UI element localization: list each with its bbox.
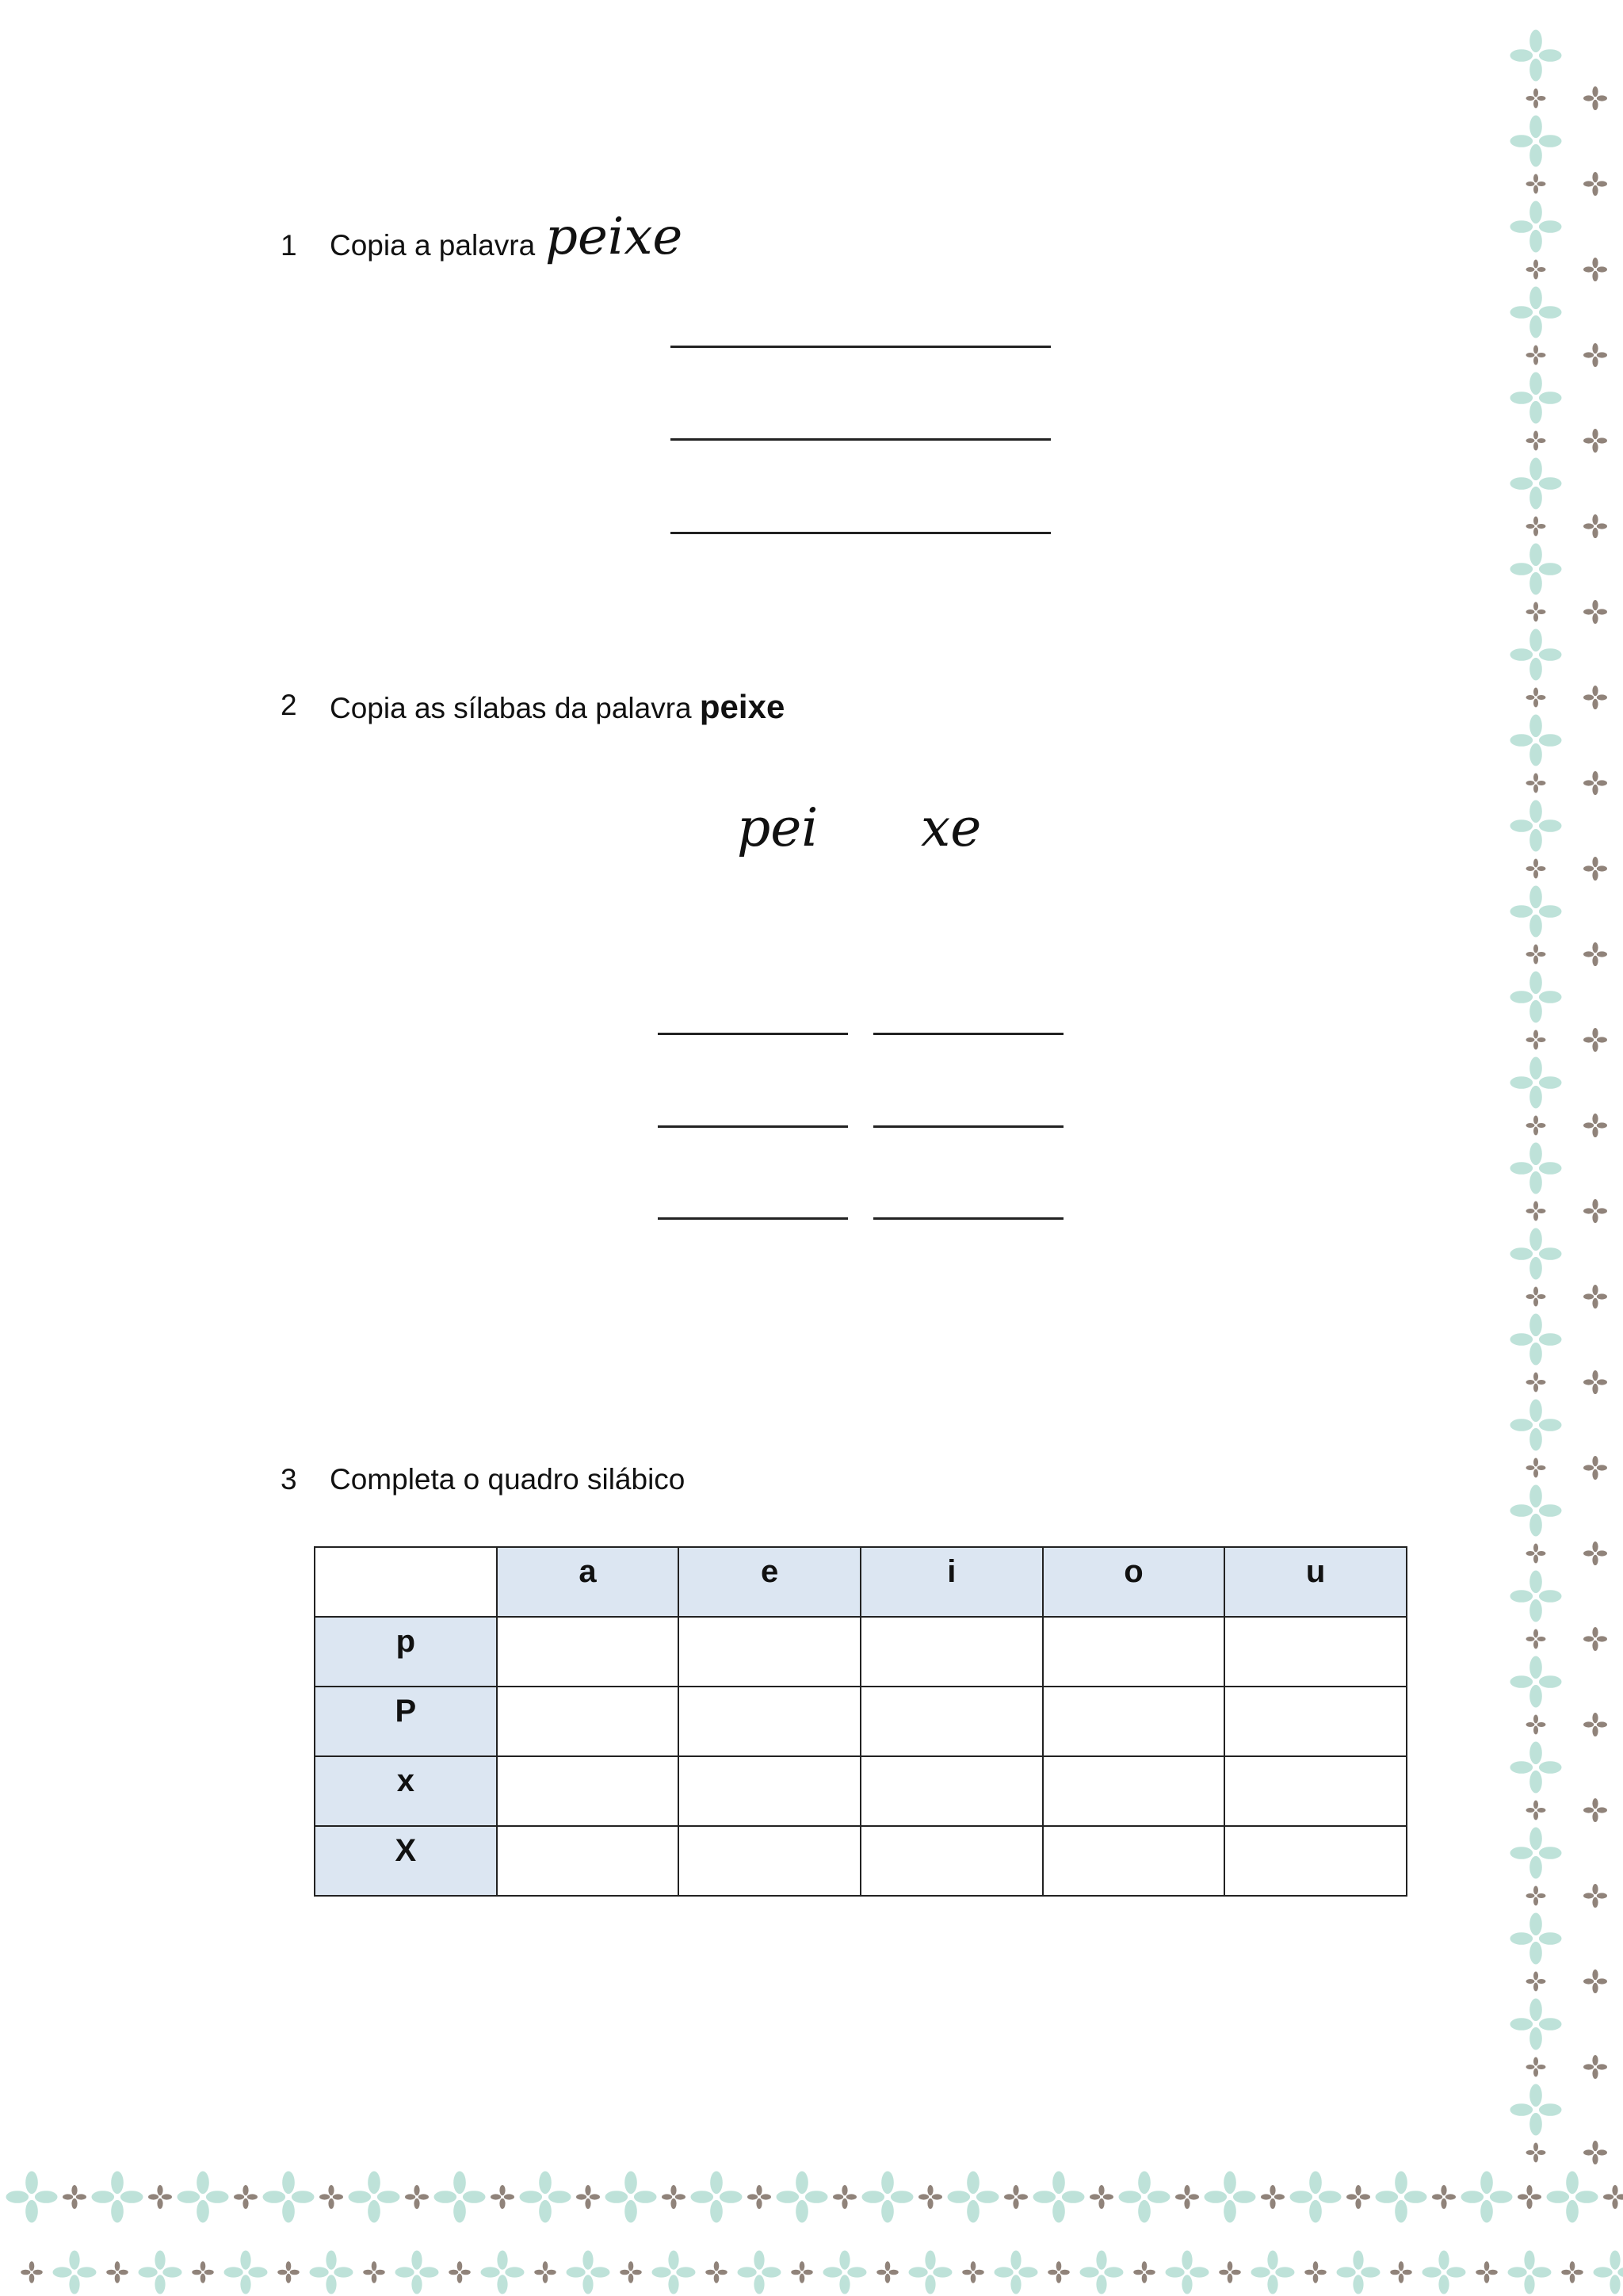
- syllable-line-2a[interactable]: [658, 1125, 848, 1128]
- sparkle-icon: [1526, 859, 1546, 879]
- sparkle-icon: [1583, 343, 1607, 367]
- sparkle-icon: [1526, 1886, 1546, 1906]
- sparkle-icon: [1583, 514, 1607, 538]
- leaf-motif-icon: [262, 2172, 314, 2223]
- sparkle-icon: [1526, 1801, 1546, 1820]
- sparkle-icon: [1432, 2185, 1456, 2209]
- exercise-2-text: Copia as sílabas da palavra: [330, 692, 692, 724]
- sparkle-icon: [449, 2261, 471, 2283]
- leaf-motif-icon: [1510, 1485, 1562, 1537]
- sparkle-icon: [1583, 857, 1607, 881]
- leaf-motif-icon: [1510, 1057, 1562, 1109]
- answer-cell[interactable]: [1043, 1617, 1225, 1687]
- sparkle-icon: [1583, 600, 1607, 624]
- leaf-motif-icon: [1547, 2172, 1598, 2223]
- sparkle-icon: [1048, 2261, 1069, 2283]
- leaf-motif-icon: [1510, 1828, 1562, 1879]
- leaf-motif-icon: [6, 2172, 58, 2223]
- leaf-motif-icon: [1423, 2251, 1466, 2294]
- answer-cell[interactable]: [1043, 1756, 1225, 1826]
- leaf-motif-icon: [348, 2172, 399, 2223]
- exercise-2-instruction: [330, 690, 785, 724]
- sparkle-icon: [1133, 2261, 1155, 2283]
- table-row: [315, 1617, 1407, 1687]
- sparkle-icon: [1526, 774, 1546, 793]
- sparkle-icon: [1561, 2261, 1583, 2283]
- leaf-motif-icon: [1033, 2172, 1085, 2223]
- sparkle-icon: [1526, 1287, 1546, 1307]
- sparkle-icon: [1526, 602, 1546, 622]
- sparkle-icon: [1583, 258, 1607, 281]
- leaf-motif-icon: [1510, 2084, 1562, 2136]
- sparkle-icon: [1526, 2143, 1546, 2163]
- sparkle-icon: [1583, 1028, 1607, 1052]
- leaf-motif-icon: [1080, 2251, 1124, 2294]
- sparkle-icon: [1526, 260, 1546, 280]
- sparkle-icon: [1583, 1456, 1607, 1480]
- sparkle-icon: [1603, 2185, 1623, 2209]
- sparkle-icon: [833, 2185, 857, 2209]
- syllable-line-3b[interactable]: [873, 1217, 1064, 1220]
- leaf-motif-icon: [651, 2251, 695, 2294]
- sparkle-icon: [962, 2261, 983, 2283]
- syllable-line-3a[interactable]: [658, 1217, 848, 1220]
- sparkle-icon: [1390, 2261, 1411, 2283]
- sparkle-icon: [1526, 1458, 1546, 1478]
- row-header: X: [315, 1826, 497, 1896]
- answer-cell[interactable]: [1224, 1756, 1407, 1826]
- sparkle-icon: [1583, 429, 1607, 453]
- sparkle-icon: [1583, 1798, 1607, 1822]
- answer-cell[interactable]: [1043, 1687, 1225, 1756]
- sparkle-icon: [148, 2185, 172, 2209]
- answer-cell[interactable]: [861, 1826, 1043, 1896]
- answer-cell[interactable]: [678, 1687, 861, 1756]
- decorative-border-right: [1504, 0, 1623, 2296]
- sparkle-icon: [1175, 2185, 1199, 2209]
- sparkle-icon: [1219, 2261, 1240, 2283]
- column-header: u: [1224, 1547, 1407, 1617]
- sparkle-icon: [1583, 2055, 1607, 2079]
- row-header: p: [315, 1617, 497, 1687]
- leaf-motif-icon: [178, 2172, 229, 2223]
- sparkle-icon: [876, 2261, 898, 2283]
- sparkle-icon: [1583, 942, 1607, 966]
- sparkle-icon: [791, 2261, 813, 2283]
- leaf-motif-icon: [909, 2251, 953, 2294]
- leaf-motif-icon: [1510, 800, 1562, 852]
- leaf-motif-icon: [1510, 1656, 1562, 1708]
- leaf-motif-icon: [1119, 2172, 1170, 2223]
- leaf-motif-icon: [995, 2251, 1038, 2294]
- sparkle-icon: [192, 2261, 214, 2283]
- sparkle-icon: [1583, 1713, 1607, 1736]
- leaf-motif-icon: [777, 2172, 828, 2223]
- leaf-motif-icon: [224, 2251, 268, 2294]
- sparkle-icon: [319, 2185, 343, 2209]
- sparkle-icon: [1583, 686, 1607, 709]
- leaf-motif-icon: [1205, 2172, 1256, 2223]
- sparkle-icon: [918, 2185, 942, 2209]
- leaf-motif-icon: [1510, 1400, 1562, 1451]
- answer-cell[interactable]: [1224, 1617, 1407, 1687]
- exercise-3-instruction: Completa o quadro silábico: [330, 1463, 685, 1496]
- sparkle-icon: [234, 2185, 258, 2209]
- sparkle-icon: [705, 2261, 727, 2283]
- answer-cell[interactable]: [497, 1756, 679, 1826]
- answer-line-1[interactable]: [670, 346, 1051, 348]
- leaf-motif-icon: [1510, 201, 1562, 252]
- leaf-motif-icon: [566, 2251, 609, 2294]
- sparkle-icon: [1583, 86, 1607, 110]
- leaf-motif-icon: [1510, 458, 1562, 510]
- sparkle-icon: [1583, 172, 1607, 196]
- sparkle-icon: [534, 2261, 556, 2283]
- column-header: a: [497, 1547, 679, 1617]
- leaf-motif-icon: [1510, 1571, 1562, 1622]
- sparkle-icon: [1526, 89, 1546, 109]
- leaf-motif-icon: [395, 2251, 439, 2294]
- sparkle-icon: [1526, 1201, 1546, 1221]
- leaf-motif-icon: [1461, 2172, 1513, 2223]
- leaf-motif-icon: [1510, 886, 1562, 938]
- leaf-motif-icon: [1510, 715, 1562, 766]
- exercise-1-cursive-word: peixe: [545, 208, 683, 266]
- leaf-motif-icon: [1376, 2172, 1427, 2223]
- leaf-motif-icon: [520, 2172, 571, 2223]
- leaf-motif-icon: [1166, 2251, 1209, 2294]
- leaf-motif-icon: [737, 2251, 781, 2294]
- sparkle-icon: [1583, 1884, 1607, 1908]
- decorative-border-bottom: [0, 2161, 1623, 2296]
- answer-cell[interactable]: [497, 1826, 679, 1896]
- leaf-motif-icon: [310, 2251, 353, 2294]
- sparkle-icon: [277, 2261, 300, 2283]
- sparkle-icon: [1346, 2185, 1370, 2209]
- sparkle-icon: [1526, 945, 1546, 965]
- sparkle-icon: [1526, 1030, 1546, 1050]
- sparkle-icon: [1526, 1972, 1546, 1992]
- answer-cell[interactable]: [1224, 1687, 1407, 1756]
- column-header: o: [1043, 1547, 1225, 1617]
- table-row: [315, 1687, 1407, 1756]
- leaf-motif-icon: [1510, 29, 1562, 81]
- answer-cell[interactable]: [1224, 1826, 1407, 1896]
- answer-cell[interactable]: [678, 1756, 861, 1826]
- sparkle-icon: [1004, 2185, 1028, 2209]
- row-header: x: [315, 1756, 497, 1826]
- row-header: P: [315, 1687, 497, 1756]
- sparkle-icon: [1526, 1629, 1546, 1649]
- sparkle-icon: [1526, 1715, 1546, 1735]
- answer-cell[interactable]: [497, 1687, 679, 1756]
- answer-cell[interactable]: [861, 1756, 1043, 1826]
- leaf-motif-icon: [1510, 116, 1562, 167]
- syllable-table: [314, 1546, 1407, 1897]
- table-row: [315, 1756, 1407, 1826]
- leaf-motif-icon: [1510, 972, 1562, 1023]
- sparkle-icon: [1583, 1285, 1607, 1308]
- sparkle-icon: [747, 2185, 771, 2209]
- sparkle-icon: [1304, 2261, 1326, 2283]
- exercise-2-number: 2: [281, 689, 297, 721]
- leaf-motif-icon: [1510, 1314, 1562, 1366]
- leaf-motif-icon: [691, 2172, 743, 2223]
- sparkle-icon: [1526, 1116, 1546, 1136]
- leaf-motif-icon: [53, 2251, 97, 2294]
- leaf-motif-icon: [1510, 1913, 1562, 1965]
- sparkle-icon: [1526, 688, 1546, 708]
- table-corner-cell: [315, 1547, 497, 1617]
- sparkle-icon: [1526, 174, 1546, 194]
- leaf-motif-icon: [862, 2172, 914, 2223]
- sparkle-icon: [1526, 1373, 1546, 1392]
- sparkle-icon: [1583, 1541, 1607, 1565]
- leaf-motif-icon: [1510, 287, 1562, 338]
- exercise-1-instruction: Copia a palavra: [330, 229, 536, 262]
- sparkle-icon: [620, 2261, 642, 2283]
- leaf-motif-icon: [434, 2172, 486, 2223]
- leaf-motif-icon: [1251, 2251, 1295, 2294]
- answer-cell[interactable]: [861, 1617, 1043, 1687]
- answer-line-3[interactable]: [670, 532, 1051, 534]
- leaf-motif-icon: [1510, 629, 1562, 681]
- leaf-motif-icon: [139, 2251, 182, 2294]
- sparkle-icon: [576, 2185, 600, 2209]
- exercise-3-number: 3: [281, 1463, 297, 1496]
- sparkle-icon: [662, 2185, 685, 2209]
- sparkle-icon: [405, 2185, 429, 2209]
- answer-cell[interactable]: [1043, 1826, 1225, 1896]
- sparkle-icon: [491, 2185, 514, 2209]
- syllable-line-1a[interactable]: [658, 1033, 848, 1035]
- sparkle-icon: [1090, 2185, 1113, 2209]
- sparkle-icon: [1261, 2185, 1285, 2209]
- leaf-motif-icon: [1510, 1742, 1562, 1794]
- leaf-motif-icon: [1508, 2251, 1552, 2294]
- exercise-2-bold-word: peixe: [699, 688, 785, 725]
- leaf-motif-icon: [92, 2172, 143, 2223]
- sparkle-icon: [63, 2185, 86, 2209]
- sparkle-icon: [1526, 2057, 1546, 2077]
- sparkle-icon: [1476, 2261, 1497, 2283]
- sparkle-icon: [1526, 517, 1546, 537]
- sparkle-icon: [1526, 346, 1546, 365]
- column-header: e: [678, 1547, 861, 1617]
- sparkle-icon: [1583, 1627, 1607, 1651]
- answer-line-2[interactable]: [670, 438, 1051, 441]
- syllable-2: xe: [921, 797, 982, 858]
- leaf-motif-icon: [1510, 1228, 1562, 1280]
- leaf-motif-icon: [1290, 2172, 1342, 2223]
- leaf-motif-icon: [948, 2172, 999, 2223]
- sparkle-icon: [1583, 1969, 1607, 1993]
- sparkle-icon: [1518, 2185, 1541, 2209]
- syllable-1: pei: [737, 797, 819, 858]
- answer-cell[interactable]: [678, 1617, 861, 1687]
- answer-cell[interactable]: [497, 1617, 679, 1687]
- leaf-motif-icon: [605, 2172, 657, 2223]
- syllable-line-1b[interactable]: [873, 1033, 1064, 1035]
- table-header-row: [315, 1547, 1407, 1617]
- answer-cell[interactable]: [678, 1826, 861, 1896]
- sparkle-icon: [1583, 771, 1607, 795]
- leaf-motif-icon: [1510, 1999, 1562, 2050]
- sparkle-icon: [1583, 1199, 1607, 1223]
- sparkle-icon: [1526, 1544, 1546, 1564]
- leaf-motif-icon: [823, 2251, 867, 2294]
- leaf-motif-icon: [1510, 372, 1562, 424]
- leaf-motif-icon: [1337, 2251, 1381, 2294]
- syllable-line-2b[interactable]: [873, 1125, 1064, 1128]
- sparkle-icon: [1526, 431, 1546, 451]
- column-header: i: [861, 1547, 1043, 1617]
- sparkle-icon: [106, 2261, 128, 2283]
- answer-cell[interactable]: [861, 1687, 1043, 1756]
- exercise-1-number: 1: [281, 229, 297, 262]
- sparkle-icon: [21, 2261, 43, 2283]
- leaf-motif-icon: [1594, 2251, 1623, 2294]
- sparkle-icon: [363, 2261, 385, 2283]
- leaf-motif-icon: [1510, 1143, 1562, 1194]
- table-row: [315, 1826, 1407, 1896]
- sparkle-icon: [1583, 1370, 1607, 1394]
- sparkle-icon: [1583, 1114, 1607, 1137]
- leaf-motif-icon: [1510, 544, 1562, 595]
- leaf-motif-icon: [480, 2251, 524, 2294]
